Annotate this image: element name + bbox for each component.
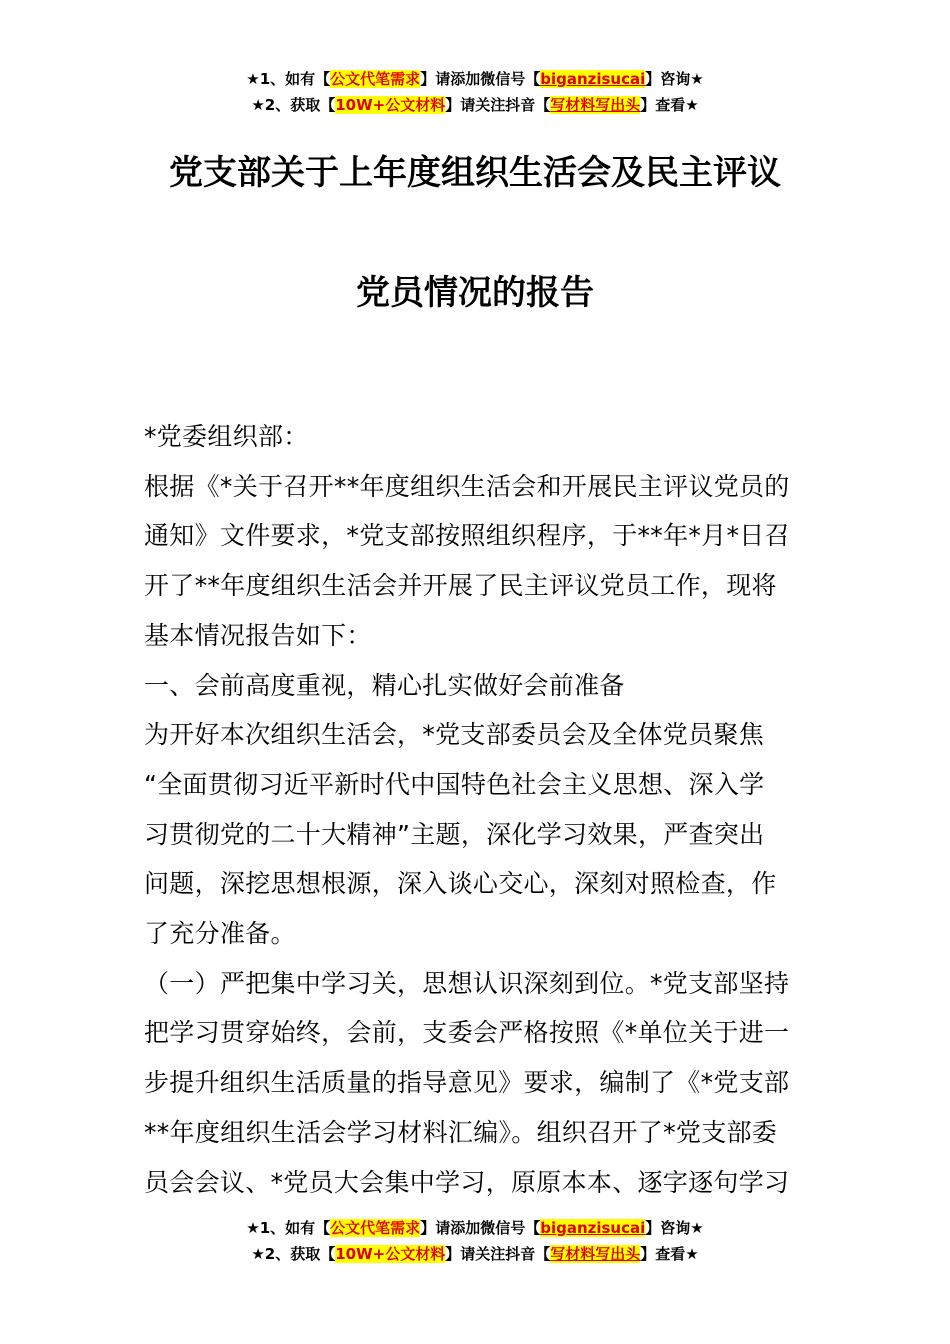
banner-text: 】请关注抖音【 [445, 96, 551, 114]
highlight-service: 公文代笔需求 [330, 1219, 421, 1237]
banner-line-1 [0, 66, 950, 92]
body-line: 为开好本次组织生活会，*党支部委员会及全体党员聚焦 [144, 720, 765, 750]
highlight-douyin: 写材料写出头 [550, 96, 641, 114]
section-heading: 一、会前高度重视，精心扎实做好会前准备 [144, 670, 625, 700]
footer-banner [0, 1215, 950, 1267]
banner-text: 】咨询★ [645, 1219, 704, 1237]
body-line: 开了**年度组织生活会并开展了民主评议党员工作，现将 [144, 571, 777, 601]
banner-text: ★2、获取【 [251, 1245, 336, 1263]
body-line: 习贯彻党的二十大精神”主题，深化学习效果，严查突出 [144, 819, 765, 849]
header-banner [0, 66, 950, 118]
body-line: 把学习贯穿始终，会前，支委会严格按照《*单位关于进一 [144, 1018, 790, 1048]
body-line: *党委组织部： [144, 422, 309, 451]
highlight-materials: 10W+公文材料 [335, 96, 446, 114]
body-line: 了充分准备。 [144, 919, 296, 949]
banner-text: ★2、获取【 [251, 96, 336, 114]
banner-text: 】请添加微信号【 [420, 70, 541, 88]
body-line: “全面贯彻习近平新时代中国特色社会主义思想、深入学 [144, 769, 765, 799]
body-line: 根据《*关于召开**年度组织生活会和开展民主评议党员的 [144, 471, 790, 501]
highlight-service: 公文代笔需求 [330, 70, 421, 88]
body-line: 步提升组织生活质量的指导意见》要求，编制了《*党支部 [144, 1068, 790, 1098]
banner-text: ★1、如有【 [246, 1219, 331, 1237]
document-body [144, 412, 809, 1207]
banner-line-2 [0, 1241, 950, 1267]
banner-text: 】查看★ [640, 96, 699, 114]
highlight-douyin: 写材料写出头 [550, 1245, 641, 1263]
banner-text: 】咨询★ [645, 70, 704, 88]
body-line: 通知》文件要求，*党支部按照组织程序，于**年*月*日召 [144, 521, 790, 551]
highlight-wechat-id: biganzisucai [540, 70, 646, 88]
highlight-materials: 10W+公文材料 [335, 1245, 446, 1263]
body-line: （一）严把集中学习关，思想认识深刻到位。*党支部坚持 [144, 968, 790, 998]
body-line: **年度组织生活会学习材料汇编》。组织召开了*党支部委 [144, 1117, 778, 1147]
banner-text: ★1、如有【 [246, 70, 331, 88]
highlight-wechat-id: biganzisucai [540, 1219, 646, 1237]
body-line: 问题，深挖思想根源，深入谈心交心，深刻对照检查，作 [144, 869, 777, 899]
document-title-line-2: 党员情况的报告 [356, 273, 594, 313]
body-line: 基本情况报告如下： [144, 620, 372, 650]
document-title-line-1: 党支部关于上年度组织生活会及民主评议 [169, 153, 781, 193]
banner-line-2 [0, 92, 950, 118]
banner-text: 】查看★ [640, 1245, 699, 1263]
body-line: 员会会议、*党员大会集中学习，原原本本、逐字逐句学习 [144, 1167, 790, 1197]
banner-text: 】请关注抖音【 [445, 1245, 551, 1263]
banner-text: 】请添加微信号【 [420, 1219, 541, 1237]
banner-line-1 [0, 1215, 950, 1241]
